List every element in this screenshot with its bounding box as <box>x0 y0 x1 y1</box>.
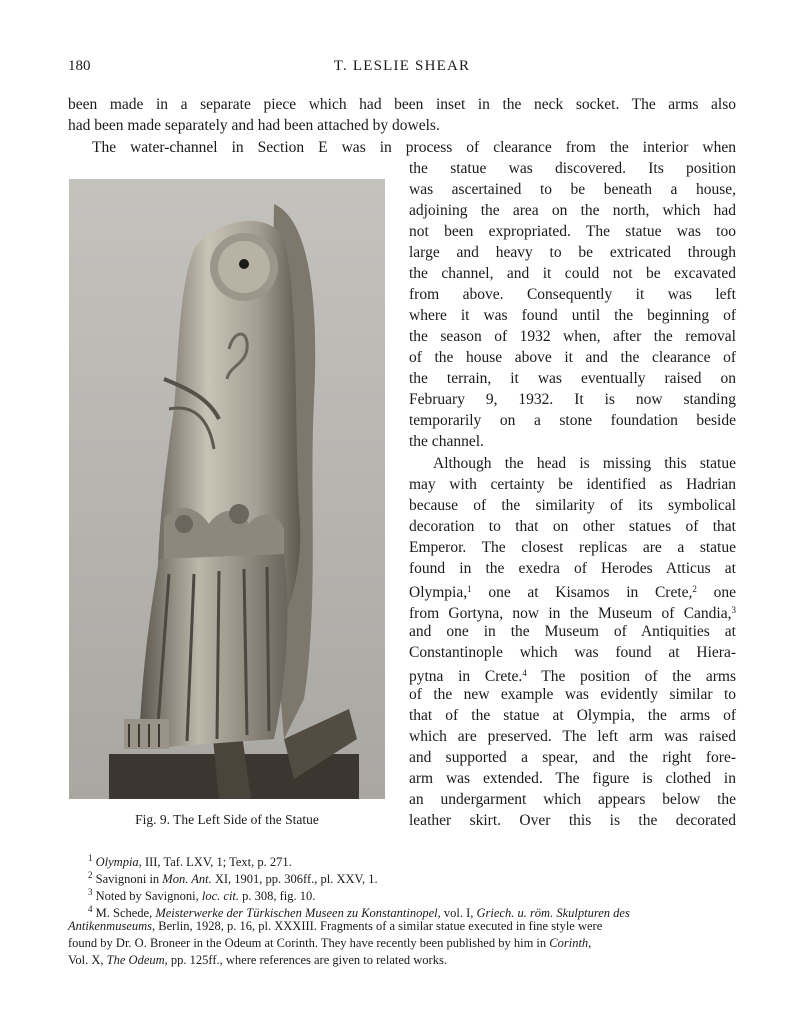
column-line: of the house above it and the clearance of <box>409 349 736 366</box>
footnote-italic: The Odeum, <box>106 953 168 967</box>
footnote-text: found by Dr. O. Broneer in the Odeum at Corinth. They have recently been published by him in <box>68 936 550 950</box>
column-line: that of the statue at Olympia, the arms of <box>409 707 736 724</box>
text-run: one <box>696 584 736 601</box>
footnote-italic: Mon. Ant. <box>162 872 212 886</box>
column-line: not been expropriated. The statue was too <box>409 223 736 240</box>
footnote-mark: 2 <box>88 870 93 880</box>
footnote-text: pp. 125ff., where references are given to related works. <box>167 953 447 967</box>
column-line: the season of 1932 when, after the removal <box>409 328 736 345</box>
column-line: the terrain, it was eventually raised on <box>409 370 736 387</box>
statue-photograph <box>69 179 385 799</box>
footnote-text: Berlin, 1928, p. 16, pl. XXXIII. Fragments of a similar statue executed in fine style were <box>155 919 603 933</box>
column-line: which are preserved. The left arm was raised <box>409 728 736 745</box>
footnote-italic: Olympia, <box>95 855 142 869</box>
column-line: from above. Consequently it was left <box>409 286 736 303</box>
column-line: may with certainty be identified as Hadrian <box>409 476 736 493</box>
body-line: The water-channel in Section E was in process of clearance from the interior when <box>92 139 736 156</box>
column-line: large and heavy to be extricated through <box>409 244 736 261</box>
footnote-text: p. 308, fig. 10. <box>239 889 316 903</box>
column-line: and supported a spear, and the right fore- <box>409 749 736 766</box>
footnote-italic: loc. cit. <box>201 889 240 903</box>
footnote-ref: 3 <box>731 605 736 615</box>
footnote-4-line-4 <box>68 952 447 969</box>
figure-caption: Fig. 9. The Left Side of the Statue <box>135 812 319 827</box>
footnote-text: vol. I, <box>440 906 477 920</box>
body-line: been made in a separate piece which had been inset in the neck socket. The arms also <box>68 96 736 113</box>
column-line: where it was found until the beginning of <box>409 307 736 324</box>
text-run: from Gortyna, now in the Museum of Candia, <box>409 605 732 622</box>
column-line: arm was extended. The figure is clothed in <box>409 770 736 787</box>
text-run: one at Kisamos in Crete, <box>471 584 693 601</box>
footnote-text: M. Schede, <box>92 906 156 920</box>
footnote-italic: Meisterwerke der Türkischen Museen zu Konstantinopel, <box>155 906 441 920</box>
footnote-ref: 2 <box>692 584 697 594</box>
column-line: February 9, 1932. It is now standing <box>409 391 736 408</box>
column-line: the channel. <box>409 433 484 450</box>
column-line: the channel, and it could not be excavated <box>409 265 736 282</box>
column-line: decoration to that on other statues of that <box>409 518 736 535</box>
footnote-ref: 1 <box>467 584 472 594</box>
running-title: T. LESLIE SHEAR <box>333 58 471 74</box>
column-line: an undergarment which appears below the <box>409 791 736 808</box>
column-line: was ascertained to be beneath a house, <box>409 181 736 198</box>
column-line: adjoining the area on the north, which had <box>409 202 736 219</box>
footnote-text: XI, 1901, pp. 306ff., pl. XXV, 1. <box>211 872 378 886</box>
footnote-mark: 3 <box>88 887 93 897</box>
column-line: and one in the Museum of Antiquities at <box>409 623 736 640</box>
column-line: Emperor. The closest replicas are a statue <box>409 539 736 556</box>
footnote-4-line-2 <box>68 918 602 935</box>
column-line: leather skirt. Over this is the decorated <box>409 812 736 829</box>
footnote-italic: Antikenmuseums, <box>68 919 156 933</box>
column-line: because of the similarity of its symbolical <box>409 497 736 514</box>
column-line: found in the exedra of Herodes Atticus at <box>409 560 736 577</box>
text-run: The position of the arms <box>526 668 736 685</box>
body-line: had been made separately and had been attached by dowels. <box>68 117 440 134</box>
footnote-ref: 4 <box>522 668 527 678</box>
paragraph-start-line: Although the head is missing this statue <box>433 455 736 472</box>
footnote-italic: Corinth, <box>549 936 592 950</box>
footnote-text: Vol. X, <box>68 953 107 967</box>
footnote-text: III, Taf. LXV, 1; Text, p. 271. <box>141 855 292 869</box>
footnote-mark: 4 <box>88 904 93 914</box>
column-line: the statue was discovered. Its position <box>409 160 736 177</box>
column-line: Constantinople which was found at Hiera- <box>409 644 736 661</box>
footnote-text: Noted by Savignoni, <box>92 889 202 903</box>
footnote-italic: Griech. u. röm. Skulpturen des <box>476 906 630 920</box>
column-line: of the new example was evidently similar to <box>409 686 736 703</box>
footnote-4-line-3 <box>68 935 591 952</box>
text-run: pytna in Crete. <box>409 668 523 685</box>
footnote-text: Savignoni in <box>92 872 163 886</box>
text-run: Olympia, <box>409 584 468 601</box>
running-header <box>68 58 736 80</box>
page-number: 180 <box>68 58 91 74</box>
column-line: temporarily on a stone foundation beside <box>409 412 736 429</box>
footnote-mark: 1 <box>88 853 93 863</box>
